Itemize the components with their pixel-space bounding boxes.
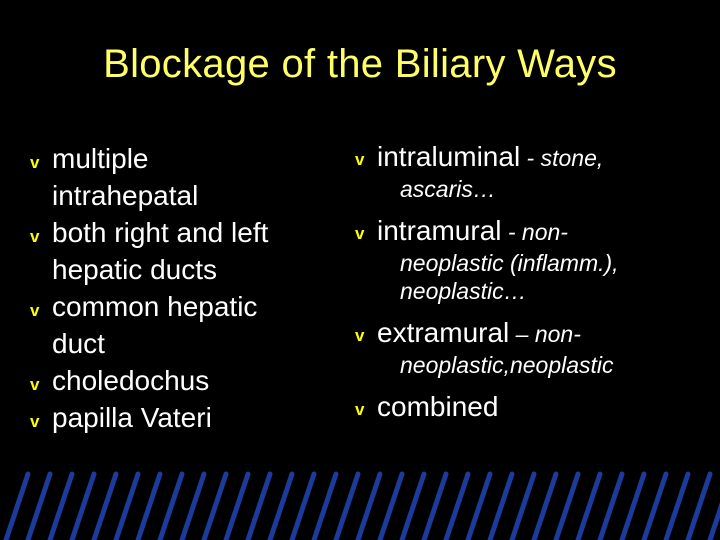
decorative-stripe bbox=[600, 474, 622, 540]
check-bullet-icon: v bbox=[30, 412, 40, 431]
list-item-heading: intraluminal bbox=[377, 141, 521, 172]
check-bullet-icon: v bbox=[355, 326, 365, 345]
decorative-stripe-band bbox=[0, 460, 720, 540]
list-item-text: papilla Vateri bbox=[52, 402, 212, 433]
check-bullet-icon: v bbox=[30, 227, 40, 246]
decorative-stripe bbox=[204, 474, 226, 540]
decorative-stripe bbox=[688, 474, 710, 540]
decorative-stripe bbox=[248, 474, 270, 540]
decorative-stripe bbox=[446, 474, 468, 540]
list-item-text: multiple bbox=[52, 143, 149, 174]
decorative-stripe bbox=[358, 474, 380, 540]
check-bullet-icon: v bbox=[30, 375, 40, 394]
decorative-stripe bbox=[468, 474, 490, 540]
list-item bbox=[355, 316, 705, 379]
list-item bbox=[355, 390, 705, 423]
list-item-heading: combined bbox=[377, 391, 499, 422]
list-item bbox=[30, 399, 360, 436]
decorative-stripe bbox=[182, 474, 204, 540]
list-item bbox=[355, 214, 705, 305]
left-bullet-list bbox=[30, 140, 360, 436]
list-item-text: choledochus bbox=[52, 365, 210, 396]
decorative-stripe bbox=[270, 474, 292, 540]
decorative-stripe bbox=[666, 474, 688, 540]
list-item-detail: - stone, bbox=[520, 145, 604, 171]
decorative-stripe bbox=[578, 474, 600, 540]
check-bullet-icon: v bbox=[355, 400, 365, 419]
decorative-stripe bbox=[556, 474, 578, 540]
decorative-stripe bbox=[534, 474, 556, 540]
decorative-stripe bbox=[72, 474, 94, 540]
list-item-subtext: neoplastic,neoplastic bbox=[400, 352, 614, 378]
decorative-stripe bbox=[336, 474, 358, 540]
list-item-subtext: ascaris… bbox=[400, 176, 496, 202]
list-item-detail: – non- bbox=[509, 321, 581, 347]
decorative-stripe bbox=[28, 474, 50, 540]
decorative-stripe bbox=[116, 474, 138, 540]
list-item bbox=[30, 362, 360, 399]
decorative-stripe bbox=[380, 474, 402, 540]
list-item bbox=[30, 288, 360, 362]
decorative-stripe bbox=[292, 474, 314, 540]
decorative-stripe bbox=[402, 474, 424, 540]
list-item-text: common hepatic bbox=[52, 291, 258, 322]
decorative-stripe bbox=[512, 474, 534, 540]
list-item-detail: - non- bbox=[501, 219, 568, 245]
list-item bbox=[30, 140, 360, 214]
check-bullet-icon: v bbox=[355, 150, 365, 169]
decorative-stripe bbox=[314, 474, 336, 540]
list-item-subtext: neoplastic (inflamm.), bbox=[400, 250, 619, 276]
decorative-stripe bbox=[622, 474, 644, 540]
decorative-stripe bbox=[50, 474, 72, 540]
list-item-text: both right and left bbox=[52, 217, 269, 248]
decorative-stripe bbox=[94, 474, 116, 540]
slide-title: Blockage of the Biliary Ways bbox=[103, 42, 617, 86]
list-item bbox=[30, 214, 360, 288]
decorative-stripe bbox=[490, 474, 512, 540]
check-bullet-icon: v bbox=[30, 301, 40, 320]
decorative-stripe bbox=[6, 474, 28, 540]
check-bullet-icon: v bbox=[30, 153, 40, 172]
right-bullet-list bbox=[355, 140, 705, 434]
decorative-stripe bbox=[226, 474, 248, 540]
list-item-text: hepatic ducts bbox=[52, 254, 217, 285]
decorative-stripe bbox=[160, 474, 182, 540]
list-item-text: duct bbox=[52, 328, 105, 359]
decorative-stripe bbox=[644, 474, 666, 540]
decorative-stripe bbox=[710, 474, 720, 540]
list-item-text: intrahepatal bbox=[52, 180, 199, 211]
decorative-stripe bbox=[138, 474, 160, 540]
list-item-subtext: neoplastic… bbox=[400, 278, 527, 304]
list-item-heading: intramural bbox=[377, 215, 502, 246]
list-item-heading: extramural bbox=[377, 317, 510, 348]
list-item bbox=[355, 140, 705, 203]
decorative-stripe bbox=[424, 474, 446, 540]
check-bullet-icon: v bbox=[355, 224, 365, 243]
